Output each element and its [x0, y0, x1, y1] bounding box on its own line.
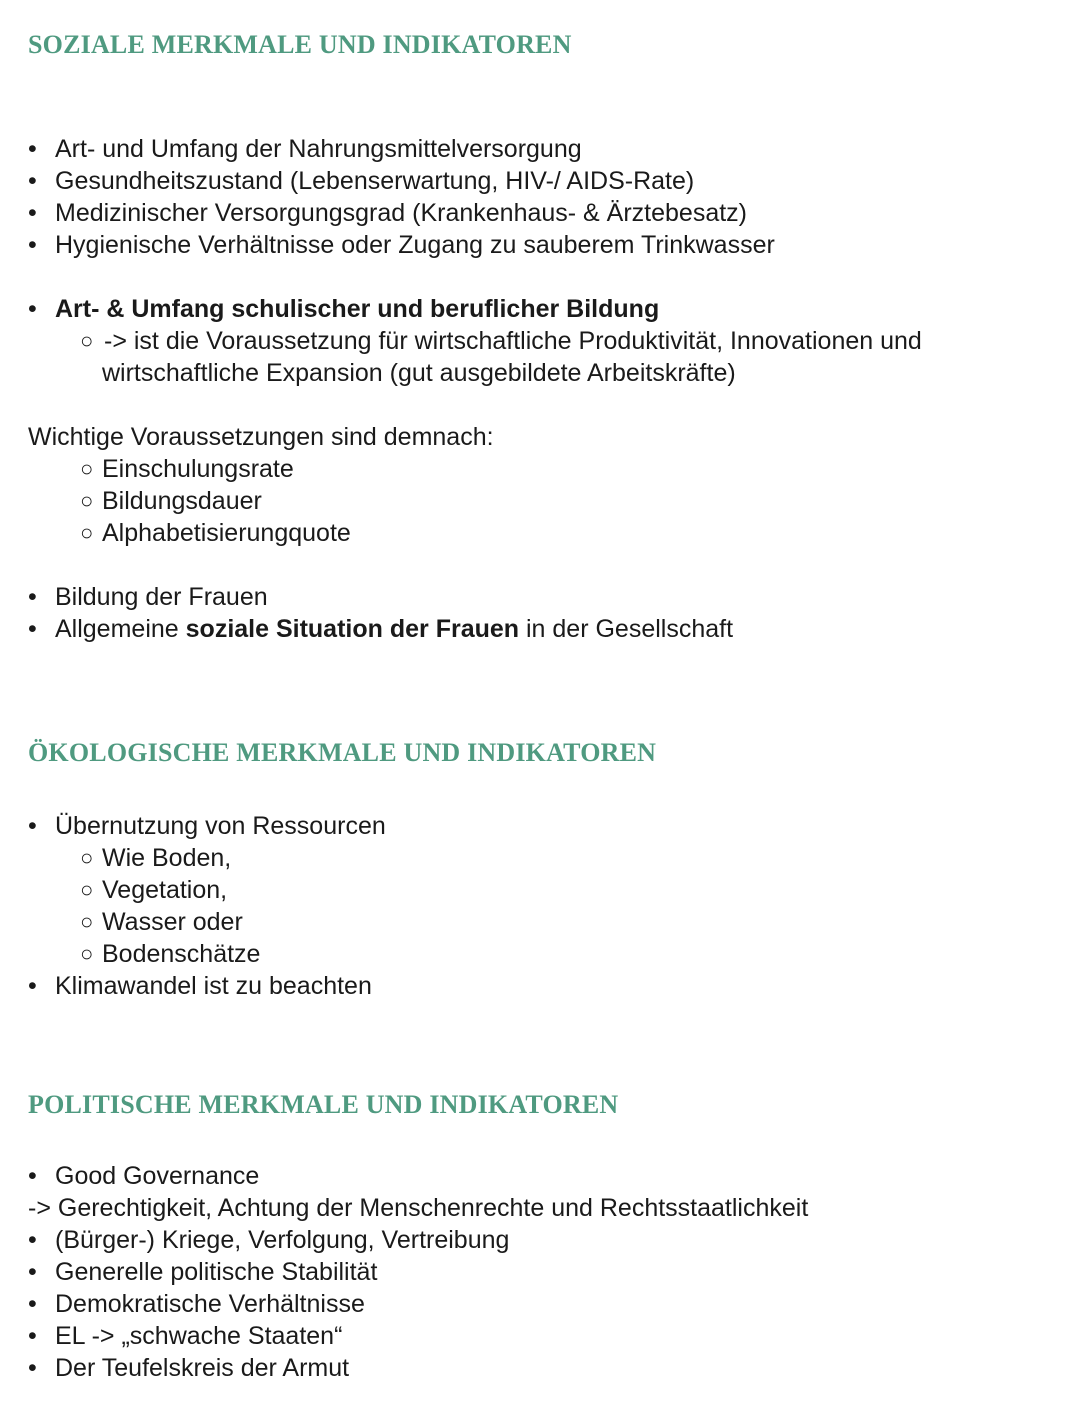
- list-item: (Bürger-) Kriege, Verfolgung, Vertreibung: [55, 1226, 510, 1254]
- circle-bullet-icon: ○: [80, 488, 94, 513]
- bullet-icon: •: [28, 1290, 37, 1318]
- list-item: Gesundheitszustand (Lebenserwartung, HIV-/ AIDS-Rate): [55, 167, 695, 195]
- women-text-prefix: Allgemeine: [55, 615, 186, 643]
- women-text-suffix: in der Gesellschaft: [519, 615, 734, 643]
- list-item: Bodenschätze: [102, 940, 261, 968]
- list-item: Klimawandel ist zu beachten: [55, 972, 372, 1000]
- list-item: Demokratische Verhältnisse: [55, 1290, 365, 1318]
- heading-ecological: ÖKOLOGISCHE MERKMALE UND INDIKATOREN: [28, 738, 657, 767]
- education-title: Art- & Umfang schulischer und beruflicher Bildung: [55, 295, 660, 323]
- bullet-icon: •: [28, 199, 37, 227]
- list-item: EL -> „schwache Staaten“: [55, 1322, 343, 1350]
- list-item: Art- und Umfang der Nahrungsmittelversorgung: [55, 135, 582, 163]
- bullet-icon: •: [28, 615, 37, 643]
- bullet-icon: •: [28, 135, 37, 163]
- bullet-icon: •: [28, 1162, 37, 1190]
- list-item: Bildungsdauer: [102, 487, 262, 515]
- bullet-icon: •: [28, 1258, 37, 1286]
- list-item: Medizinischer Versorgungsgrad (Krankenhaus- & Ärztebesatz): [55, 199, 748, 227]
- list-item: Hygienische Verhältnisse oder Zugang zu sauberem Trinkwasser: [55, 231, 775, 259]
- list-item: Vegetation,: [102, 876, 228, 904]
- bullet-icon: •: [28, 812, 37, 840]
- list-item: Bildung der Frauen: [55, 583, 268, 611]
- list-item: Wasser oder: [102, 908, 243, 936]
- women-text-bold: soziale Situation der Frauen: [185, 615, 520, 643]
- bullet-icon: •: [28, 231, 37, 259]
- bullet-icon: •: [28, 972, 37, 1000]
- circle-bullet-icon: ○: [80, 520, 94, 545]
- bullet-icon: •: [28, 1322, 37, 1350]
- circle-bullet-icon: ○: [80, 845, 94, 870]
- circle-bullet-icon: ○: [80, 941, 94, 966]
- circle-bullet-icon: ○: [80, 877, 94, 902]
- governance-explanation: -> Gerechtigkeit, Achtung der Menschenrechte und Rechtsstaatlichkeit: [28, 1194, 809, 1222]
- circle-bullet-icon: ○: [80, 909, 94, 934]
- list-item: Alphabetisierungquote: [102, 519, 351, 547]
- prerequisites-intro: Wichtige Voraussetzungen sind demnach:: [28, 423, 494, 451]
- list-item: Good Governance: [55, 1162, 260, 1190]
- bullet-icon: •: [28, 583, 37, 611]
- bullet-icon: •: [28, 167, 37, 195]
- circle-bullet-icon: ○: [80, 328, 94, 353]
- heading-political: POLITISCHE MERKMALE UND INDIKATOREN: [28, 1090, 619, 1119]
- list-item: Der Teufelskreis der Armut: [55, 1354, 350, 1382]
- education-description-line2: wirtschaftliche Expansion (gut ausgebildete Arbeitskräfte): [102, 359, 736, 387]
- circle-bullet-icon: ○: [80, 456, 94, 481]
- bullet-icon: •: [28, 295, 37, 323]
- list-item: Einschulungsrate: [102, 455, 294, 483]
- list-item: Wie Boden,: [102, 844, 232, 872]
- list-item: Generelle politische Stabilität: [55, 1258, 378, 1286]
- list-item: Übernutzung von Ressourcen: [55, 812, 386, 840]
- heading-social: SOZIALE MERKMALE UND INDIKATOREN: [28, 30, 572, 59]
- education-description-line1: -> ist die Voraussetzung für wirtschaftliche Produktivität, Innovationen und: [104, 327, 922, 355]
- list-item: [55, 613, 733, 645]
- bullet-icon: •: [28, 1226, 37, 1254]
- bullet-icon: •: [28, 1354, 37, 1382]
